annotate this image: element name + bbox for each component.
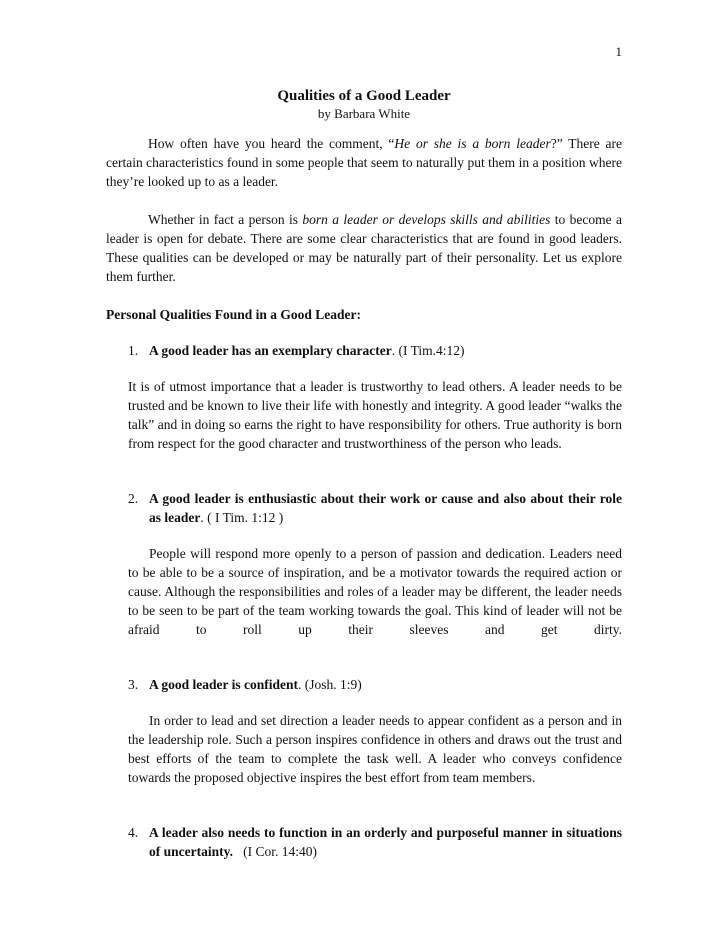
- intro-p2-before: Whether in fact a person is: [148, 212, 303, 227]
- list-item-reference: . ( I Tim. 1:12 ): [200, 510, 284, 525]
- list-item-title: A good leader is enthusiastic about their work or cause and also about their role as leader: [149, 491, 622, 525]
- list-item-title: A leader also needs to function in an orderly and purposeful manner in situations of uncertainty.: [149, 825, 622, 859]
- list-item-title: A good leader is confident: [149, 677, 299, 692]
- intro-p2-after: to become a leader is open for debate. There are some clear characteristics that are found in good leaders. These qualities can be developed or may be naturally part of their personality. Let us explore them further.: [106, 212, 622, 284]
- page-number: 1: [615, 44, 622, 59]
- intro-p1-before: How often have you heard the comment, “: [148, 136, 395, 151]
- list-item-number: 1.: [128, 343, 139, 358]
- list-item-title: A good leader has an exemplary character: [149, 343, 392, 358]
- list-item-heading: [128, 675, 622, 694]
- document-title: Qualities of a Good Leader: [277, 88, 451, 104]
- list-item-number: 3.: [128, 677, 139, 692]
- section-heading: Personal Qualities Found in a Good Leader:: [106, 307, 362, 322]
- qualities-list: [106, 341, 622, 861]
- document-body: [106, 134, 622, 861]
- list-item-reference: . (Josh. 1:9): [298, 677, 362, 692]
- intro-p2-emphasis: born a leader or develops skills and abilities: [302, 212, 551, 227]
- list-item-heading: [128, 489, 622, 527]
- list-item-number: 4.: [128, 825, 139, 840]
- intro-paragraph-2: [106, 210, 622, 286]
- list-item-body: People will respond more openly to a person of passion and dedication. Leaders need to be able to be a source of inspiration, and be a motivator towards the required action or cause. Although the responsibilities and roles of a leader may be different, the leader needs to be seen to be part of the team working towards the goal. This kind of leader will not be afraid to roll up their sleeves and get dirty.: [128, 546, 622, 637]
- list-item-number: 2.: [128, 491, 139, 506]
- intro-p1-quote: He or she is a born leader: [394, 136, 551, 151]
- list-item-reference: . (I Tim.4:12): [391, 343, 465, 358]
- list-item-body: It is of utmost importance that a leader is trustworthy to lead others. A leader needs to be trusted and be known to live their life with honestly and integrity. A good leader “walks the talk” and in doing so earns the right to have responsibility for others. True authority is born from respect for the good character and trustworthiness of the person who leads.: [128, 379, 622, 451]
- list-item-heading: [128, 341, 622, 360]
- intro-p1-after: ?” There are certain characteristics found in some people that seem to naturally put them in a position where they’re looked up to as a leader.: [106, 136, 622, 189]
- list-item-reference: (I Cor. 14:40): [233, 844, 317, 859]
- list-item-heading: [128, 823, 622, 861]
- intro-paragraph-1: [106, 134, 622, 191]
- list-item-body: In order to lead and set direction a leader needs to appear confident as a person and in the leadership role. Such a person inspires confidence in others and draws out the trust and best efforts of the team to complete the task well. A leader who conveys confidence towards the proposed objective inspires the best effort from team members.: [128, 713, 622, 785]
- document-author: by Barbara White: [317, 106, 411, 121]
